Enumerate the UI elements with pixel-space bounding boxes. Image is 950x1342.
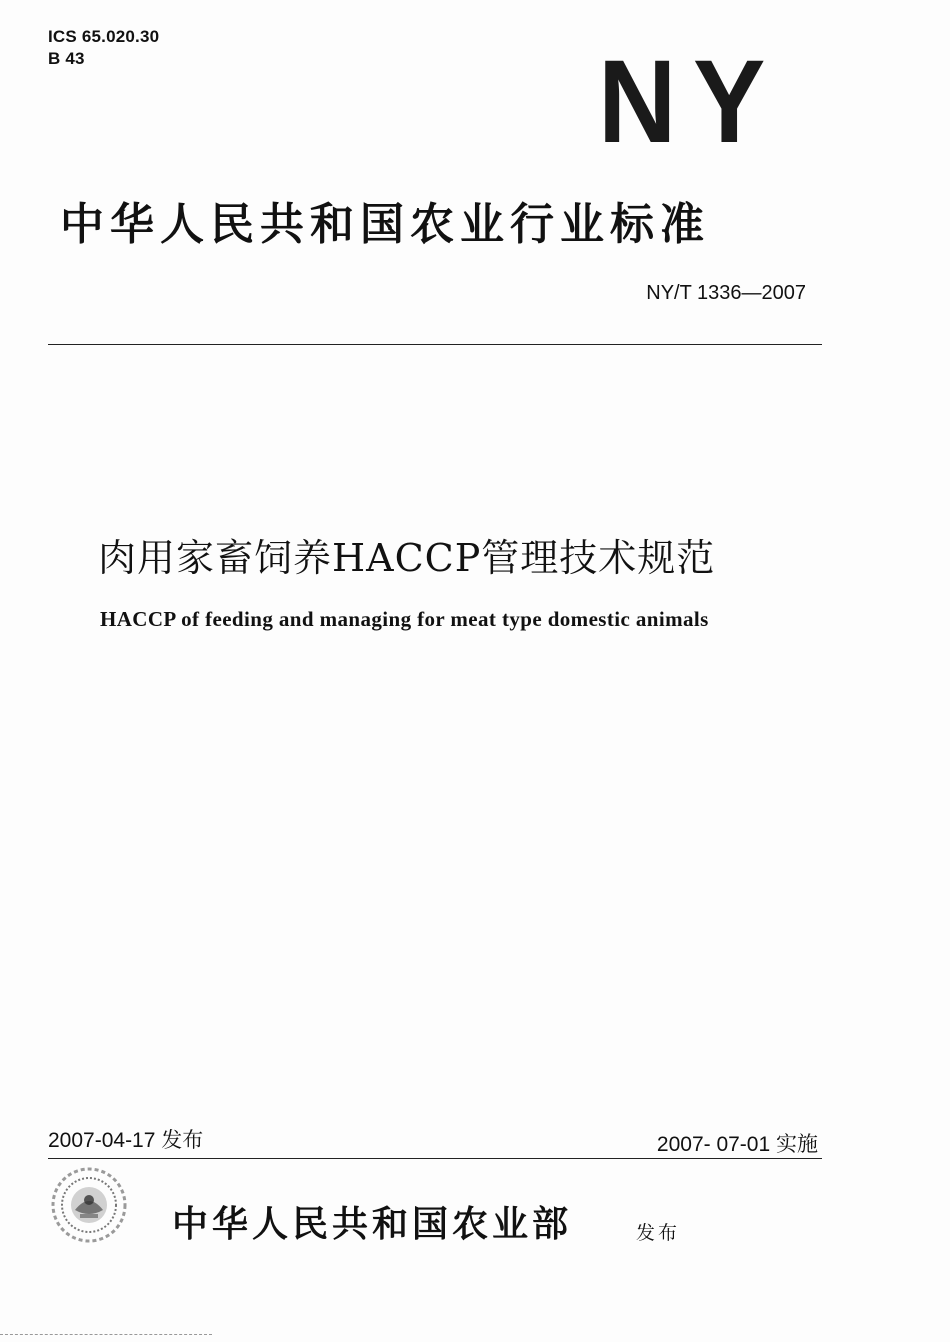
page-edge-mark: [0, 1334, 212, 1335]
issuer-suffix: 发布: [636, 1222, 681, 1244]
issuing-authority: 中华人民共和国农业部: [172, 1203, 573, 1245]
national-emblem-icon: [50, 1166, 128, 1244]
ny-logo: NY: [598, 36, 782, 168]
ccs-code: B 43: [48, 49, 85, 68]
document-title-cn: 肉用家畜饲养HACCP管理技术规范: [98, 536, 716, 580]
top-divider: [48, 344, 822, 345]
standard-number: NY/T 1336—2007: [646, 282, 806, 304]
document-title-en: HACCP of feeding and managing for meat type domestic animals: [100, 607, 709, 631]
bottom-divider: [48, 1158, 822, 1159]
ics-code: ICS 65.020.30: [48, 27, 160, 46]
effective-date: 2007- 07-01 实施: [656, 1133, 818, 1156]
standard-title: 中华人民共和国农业行业标准: [60, 199, 710, 250]
classification-codes: [48, 26, 159, 70]
issue-date: 2007-04-17 发布: [48, 1129, 204, 1152]
